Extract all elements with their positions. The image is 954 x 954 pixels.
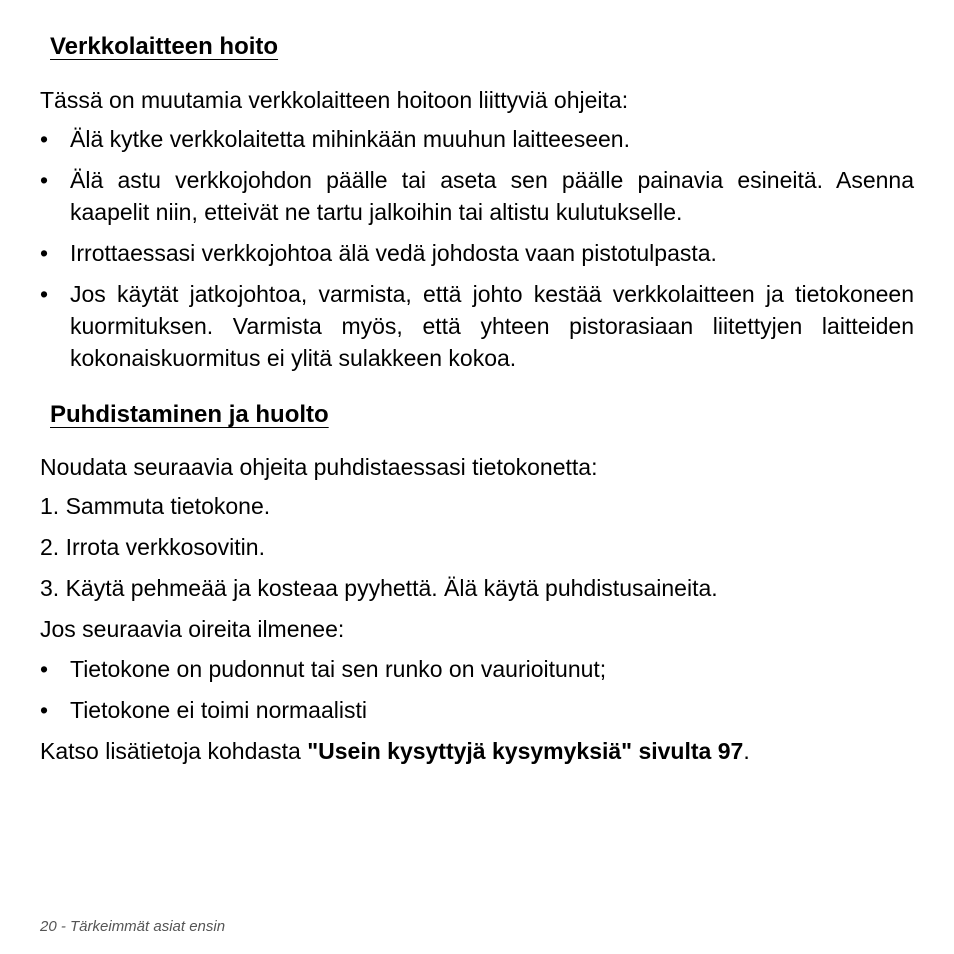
list-item-text: Tietokone ei toimi normaalisti bbox=[70, 697, 367, 723]
list-item-text: Jos käytät jatkojohtoa, varmista, että johto kestää verkkolaitteen ja tietokoneen kuormituksen. Varmista myös, että yhteen pistorasiaan liitettyjen laitteiden kokonaiskuormitus ei ylitä sulakkeen kokoa. bbox=[70, 281, 914, 371]
bullet-icon: • bbox=[40, 281, 49, 307]
list-item bbox=[40, 123, 914, 155]
list-item bbox=[40, 278, 914, 374]
list-item bbox=[40, 237, 914, 269]
faq-reference-link[interactable]: "Usein kysyttyjä kysymyksiä" sivulta 97 bbox=[307, 738, 744, 764]
see-more-prefix: Katso lisätietoja kohdasta bbox=[40, 738, 308, 764]
bullet-icon: • bbox=[40, 697, 49, 723]
section2-intro: Noudata seuraavia ohjeita puhdistaessasi tietokonetta: bbox=[40, 454, 598, 480]
page-footer: 20 - Tärkeimmät asiat ensin bbox=[40, 918, 226, 935]
section-heading-cleaning-and-service: Puhdistaminen ja huolto bbox=[50, 401, 329, 428]
list-item-text: Irrottaessasi verkkojohtoa älä vedä johdosta vaan pistotulpasta. bbox=[70, 240, 717, 266]
list-item bbox=[40, 164, 914, 228]
bullet-icon: • bbox=[40, 656, 49, 682]
list-item-text: Älä astu verkkojohdon päälle tai aseta sen päälle painavia esineitä. Asenna kaapelit niin, etteivät ne tartu jalkoihin tai altistu kulutukselle. bbox=[70, 167, 914, 225]
bullet-icon: • bbox=[40, 167, 49, 193]
step-item: 2. Irrota verkkosovitin. bbox=[40, 534, 265, 560]
step-item: 3. Käytä pehmeää ja kosteaa pyyhettä. Älä käytä puhdistusaineita. bbox=[40, 575, 718, 601]
bullet-icon: • bbox=[40, 126, 49, 152]
bullet-icon: • bbox=[40, 240, 49, 266]
section-heading-power-adapter-care: Verkkolaitteen hoito bbox=[50, 33, 279, 60]
see-more-paragraph bbox=[40, 735, 914, 767]
list-item bbox=[40, 653, 914, 685]
list-item-text: Tietokone on pudonnut tai sen runko on vaurioitunut; bbox=[70, 656, 607, 682]
see-more-suffix: . bbox=[743, 738, 750, 764]
list-item bbox=[40, 694, 914, 726]
symptoms-intro: Jos seuraavia oireita ilmenee: bbox=[40, 616, 345, 642]
list-item-text: Älä kytke verkkolaitetta mihinkään muuhun laitteeseen. bbox=[70, 126, 630, 152]
step-item: 1. Sammuta tietokone. bbox=[40, 493, 271, 519]
section1-intro: Tässä on muutamia verkkolaitteen hoitoon liittyviä ohjeita: bbox=[40, 87, 629, 113]
